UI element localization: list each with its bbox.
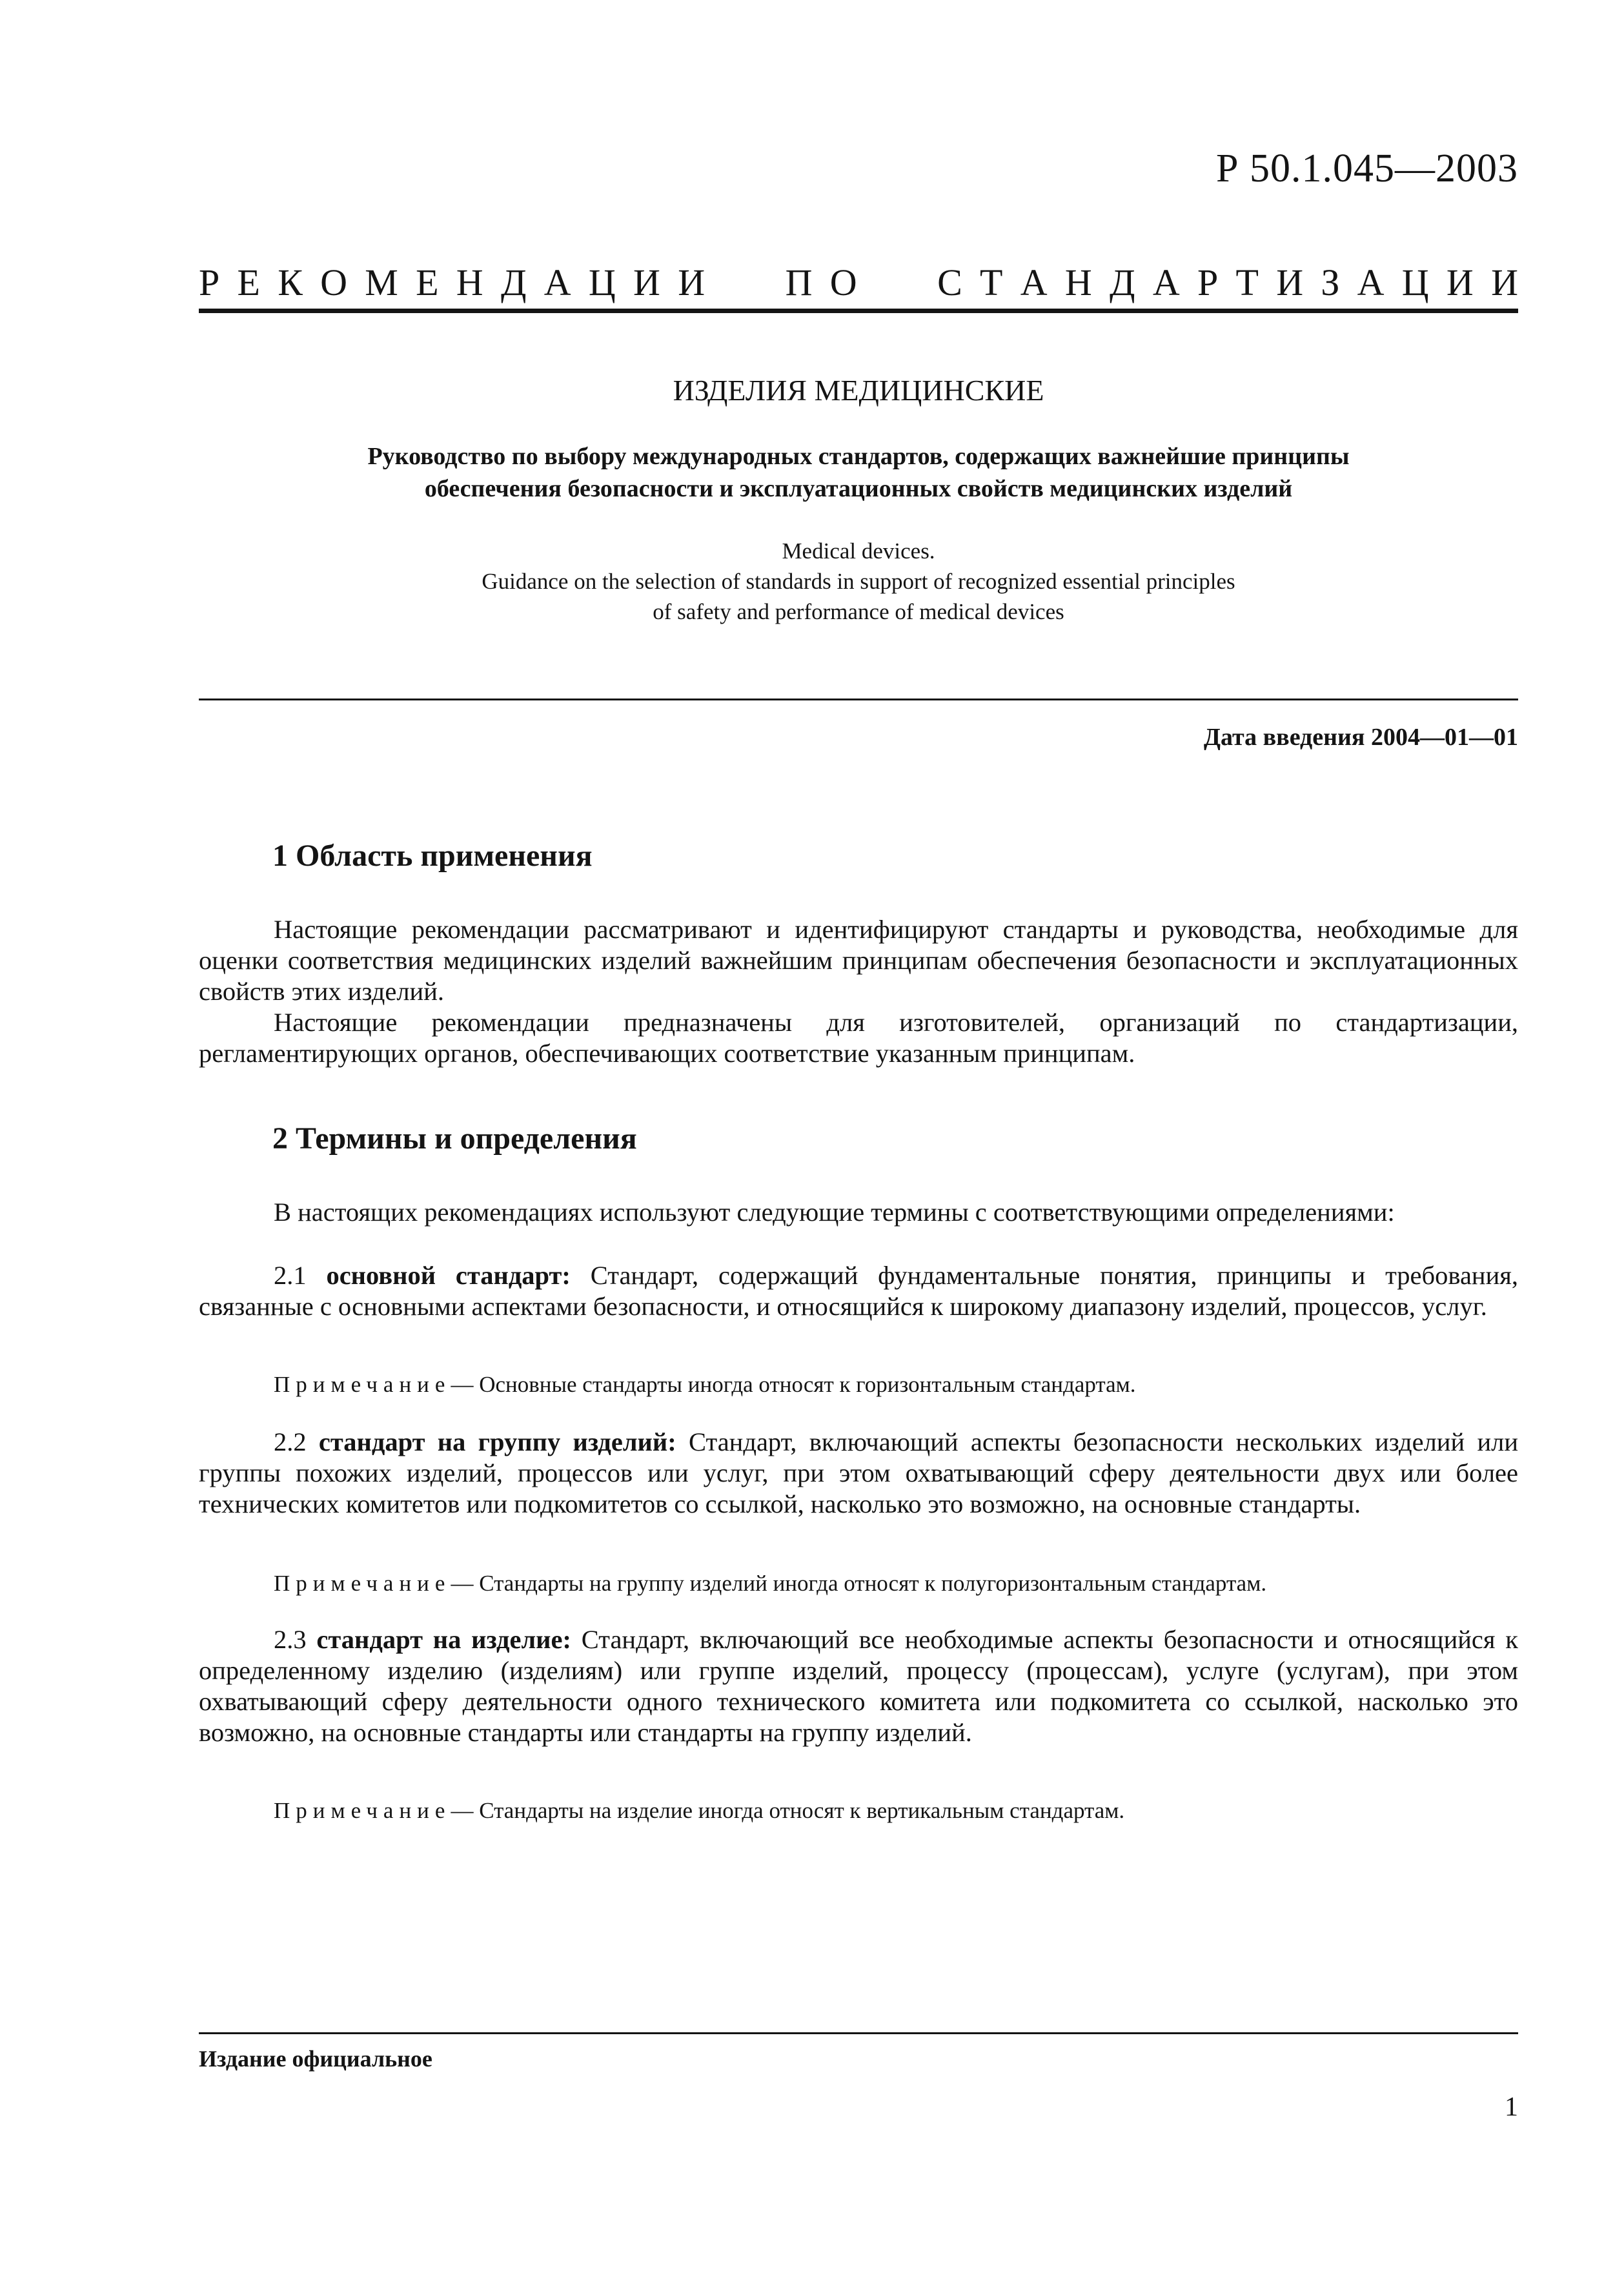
document-title: ИЗДЕЛИЯ МЕДИЦИНСКИЕ — [673, 374, 1044, 407]
series-letter: Ц — [1401, 261, 1429, 303]
english-title-line: Medical devices. — [782, 538, 935, 564]
term-number: 2.3 — [274, 1625, 307, 1654]
series-letter: Е — [237, 261, 260, 303]
paragraph: Настоящие рекомендации рассматривают и идентифицируют стандарты и руководства, необходимые для оценки соответствия медицинских изделий важнейшим принципам обеспечения безопасности и эксплуатационных свойств этих изделий. — [199, 915, 1518, 1006]
title-rule — [199, 699, 1518, 700]
document-code: Р 50.1.045—2003 — [1216, 147, 1518, 190]
english-title — [199, 536, 1518, 627]
series-letter: Р — [1197, 261, 1219, 303]
note — [274, 1370, 1136, 1400]
series-letter: О — [829, 261, 857, 303]
footer-rule — [199, 2032, 1518, 2034]
paragraph: Настоящие рекомендации предназначены для изготовителей, организаций по стандартизации, регламентирующих органов, обеспечивающих соответствие указанным принципам. — [199, 1008, 1518, 1068]
series-letter: З — [1321, 261, 1340, 303]
subtitle-line: Руководство по выбору международных стандартов, содержащих важнейшие принципы — [367, 443, 1350, 470]
series-letter: И — [678, 261, 705, 303]
note-label: Примечание — [274, 1571, 451, 1596]
term-definition — [199, 1427, 1518, 1520]
series-letter: Т — [980, 261, 1003, 303]
term-definition — [199, 1624, 1518, 1748]
note-text: — Стандарты на изделие иногда относят к вертикальным стандартам. — [451, 1798, 1125, 1823]
note-label: Примечание — [274, 1798, 451, 1823]
term-text: Стандарт, содержащий фундаментальные понятия, принципы и требования, связанные с основными аспектами безопасности, и относящийся к широкому диапазону изделий, процессов, услуг. — [199, 1261, 1519, 1321]
term-text: Стандарт, включающий все необходимые аспекты безопасности и относящийся к определенному изделию (изделиям) или группе изделий, процессу (процессам), услуге (услугам), при этом охватывающий сферу деятельности одного технического комитета или подкомитета со ссылкой, насколько это возможно, на основные стандарты или стандарты на группу изделий. — [199, 1625, 1518, 1747]
series-word-gap — [875, 257, 920, 309]
series-letter: А — [1357, 261, 1385, 303]
series-letter: И — [1446, 261, 1474, 303]
series-letter: Р — [199, 261, 220, 303]
series-letter: С — [937, 261, 962, 303]
series-letter: Ц — [588, 261, 616, 303]
series-word-gap — [722, 257, 767, 309]
header-rule — [199, 309, 1518, 313]
term-name: основной стандарт: — [326, 1261, 571, 1290]
introduction-date: Дата введения 2004—01—01 — [1203, 724, 1518, 751]
series-letter: Е — [416, 261, 439, 303]
series-letter: А — [1020, 261, 1048, 303]
english-title-line: Guidance on the selection of standards in support of recognized essential principles — [482, 569, 1235, 594]
note — [274, 1796, 1124, 1826]
series-letter: К — [278, 261, 303, 303]
section-heading: 2 Термины и определения — [272, 1121, 637, 1156]
series-letter: И — [1491, 261, 1518, 303]
series-letter: А — [1152, 261, 1180, 303]
note-text: — Стандарты на группу изделий иногда относят к полугоризонтальным стандартам. — [451, 1571, 1267, 1596]
series-letter: Н — [1064, 261, 1092, 303]
series-letter: П — [785, 261, 813, 303]
series-letter: А — [543, 261, 571, 303]
series-letter: Д — [500, 261, 527, 303]
series-letter: Н — [456, 261, 483, 303]
note-text: — Основные стандарты иногда относят к горизонтальным стандартам. — [451, 1372, 1136, 1397]
series-letter: Т — [1235, 261, 1259, 303]
term-name: стандарт на группу изделий: — [318, 1427, 676, 1456]
official-edition-label: Издание официальное — [199, 2046, 432, 2072]
series-title — [199, 257, 1518, 309]
paragraph: В настоящих рекомендациях используют следующие термины с соответствующими определениями: — [274, 1198, 1395, 1227]
note-label: Примечание — [274, 1372, 451, 1397]
section-heading: 1 Область применения — [272, 839, 593, 873]
term-definition — [199, 1260, 1518, 1322]
term-number: 2.1 — [274, 1261, 307, 1290]
series-letter: О — [320, 261, 348, 303]
subtitle-line: обеспечения безопасности и эксплуатационных свойств медицинских изделий — [424, 475, 1293, 502]
series-letter: Д — [1110, 261, 1135, 303]
english-title-line: of safety and performance of medical devices — [653, 599, 1064, 624]
note — [274, 1569, 1266, 1598]
series-letter: И — [1276, 261, 1304, 303]
term-name: стандарт на изделие: — [316, 1625, 571, 1654]
series-letter: И — [633, 261, 660, 303]
term-text: Стандарт, включающий аспекты безопасности нескольких изделий или группы похожих изделий, процессов или услуг, при этом охватывающий сферу деятельности двух или более технических комитетов или подкомитетов со ссылкой, насколько это возможно, на основные стандарты. — [199, 1427, 1519, 1518]
term-number: 2.2 — [274, 1427, 307, 1456]
series-letter: М — [365, 261, 398, 303]
page-number: 1 — [1505, 2092, 1518, 2122]
document-subtitle — [199, 440, 1518, 505]
